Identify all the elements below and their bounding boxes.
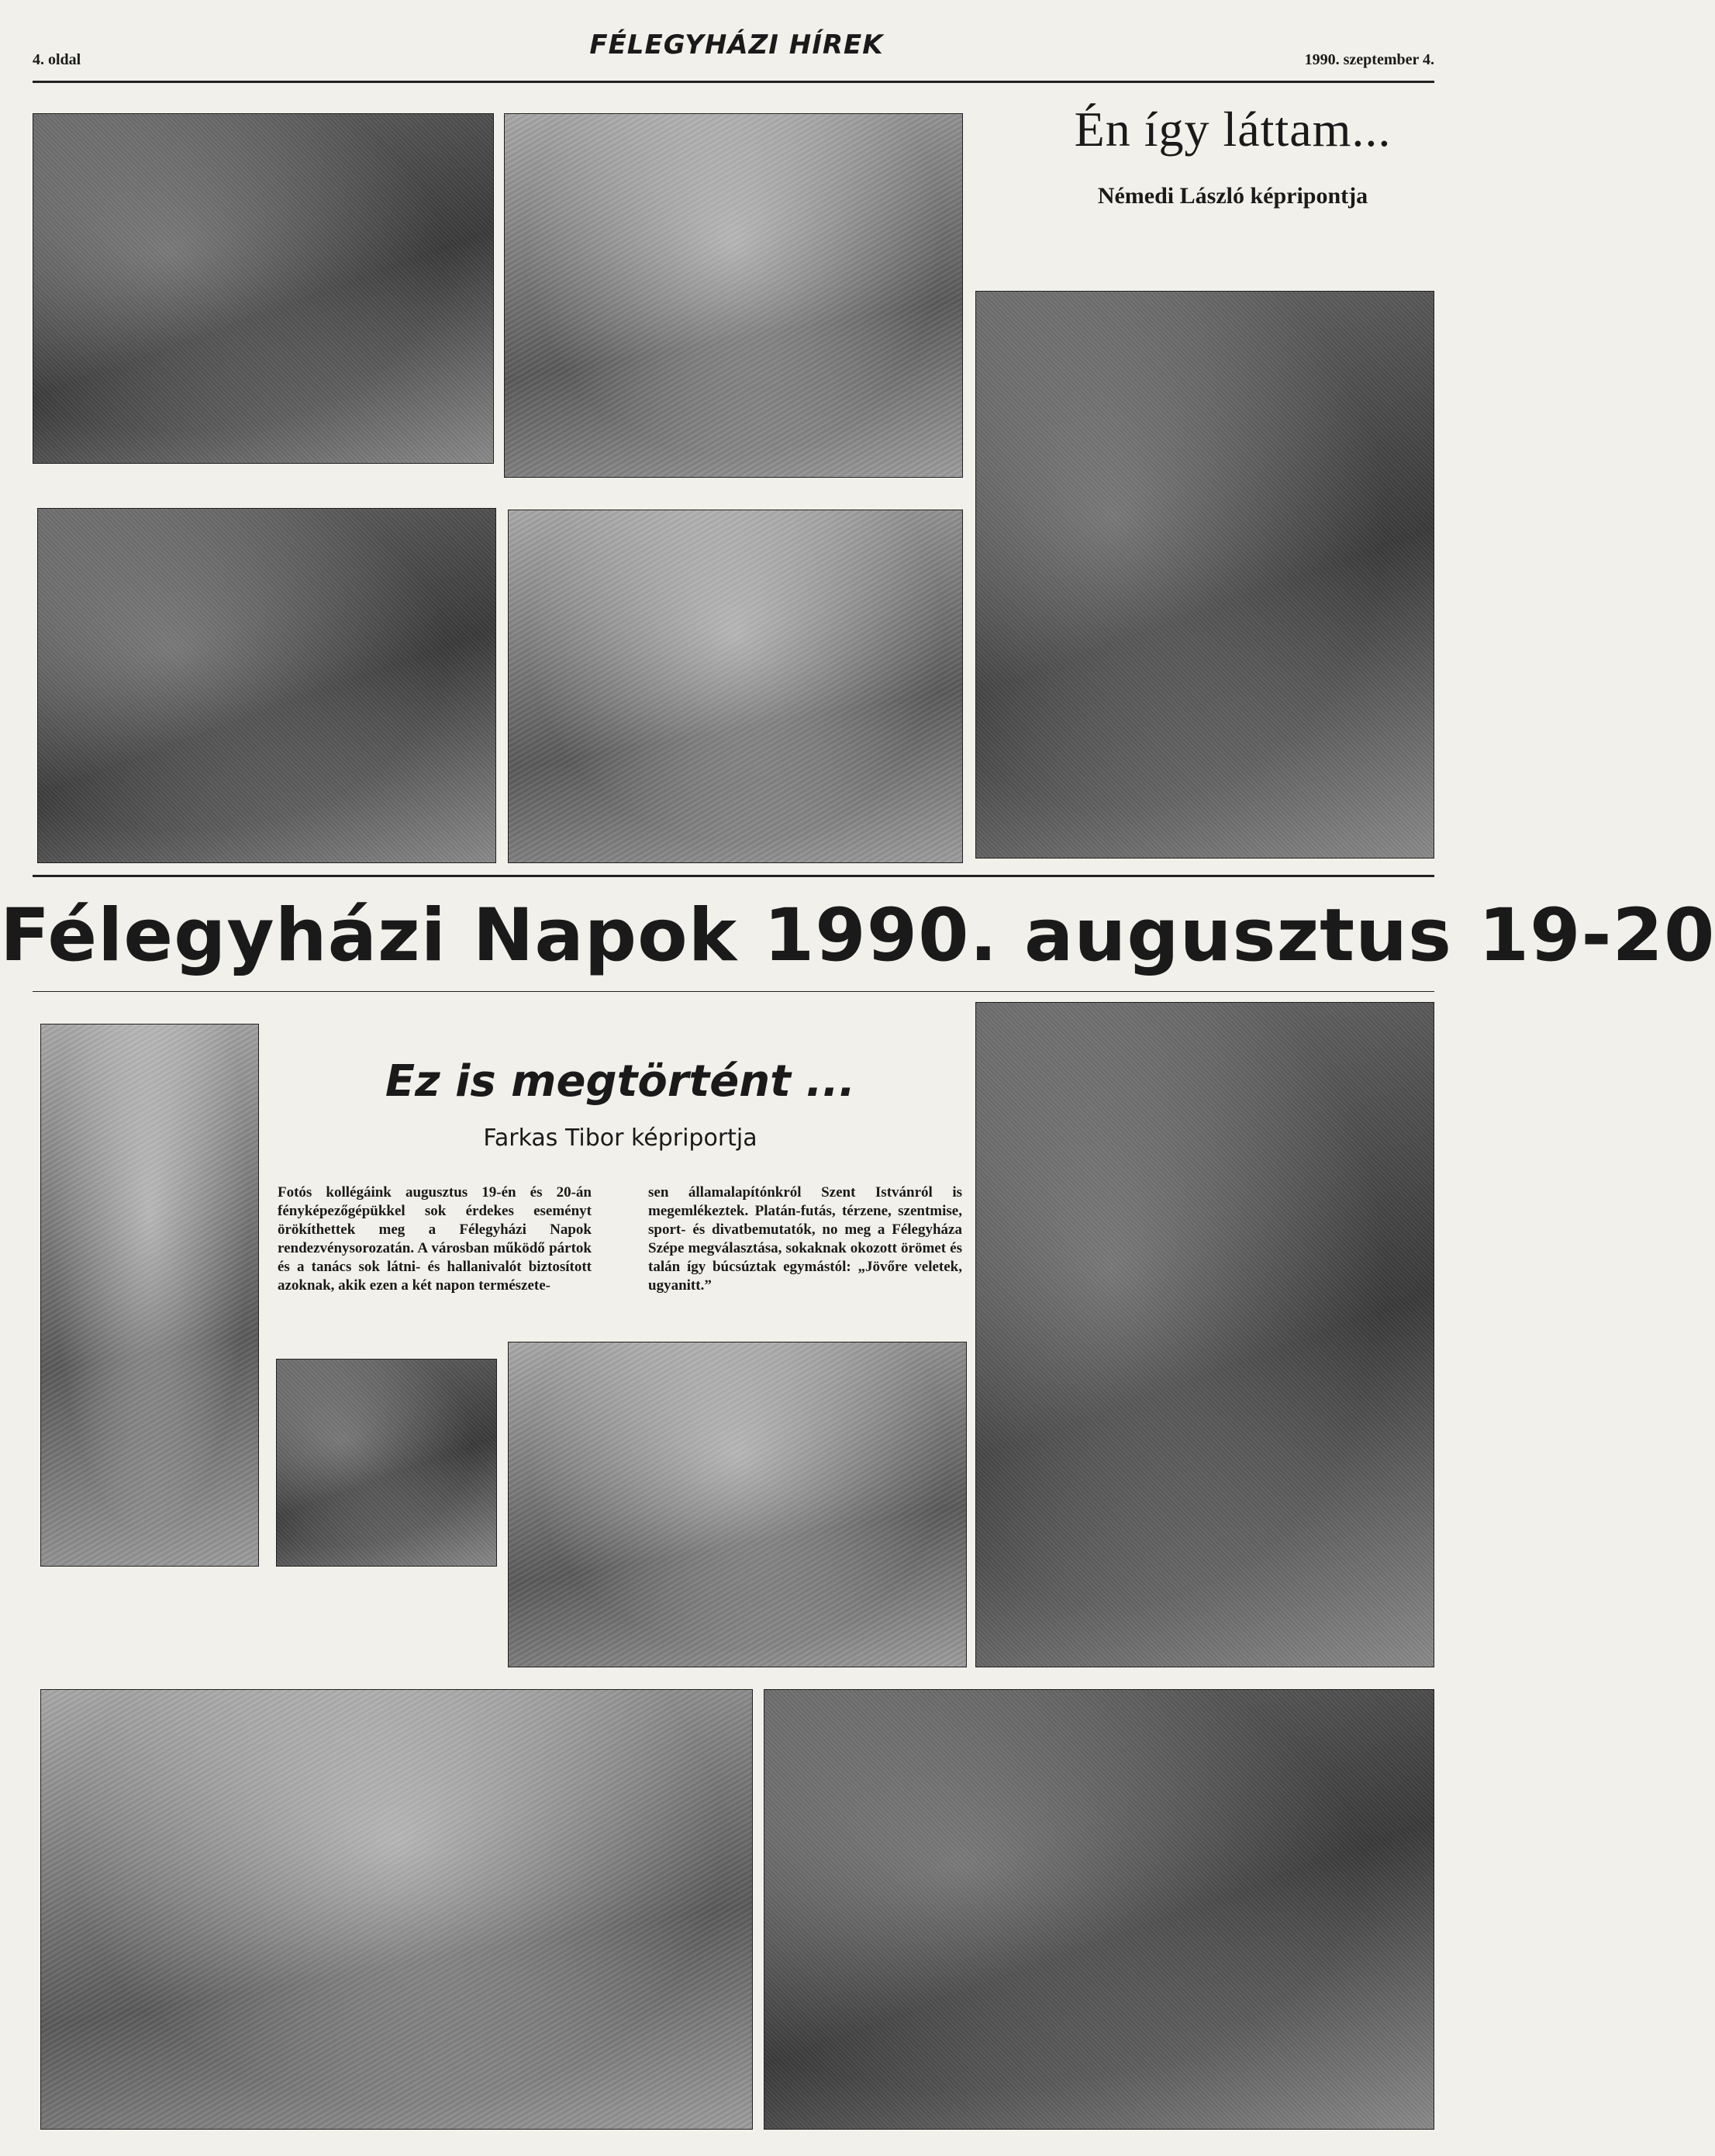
photo-football-team: [764, 1689, 1434, 2130]
photo-runners-handshake: [975, 291, 1434, 859]
header-rule: [33, 81, 1434, 83]
photo-beauty-contest-lineup: [40, 1689, 753, 2130]
photo-bikini-model: [40, 1024, 259, 1567]
photo-girl-priest: [975, 1002, 1434, 1667]
section-subtitle: Némedi László képripontja: [1097, 183, 1368, 209]
lower-section-subtitle: Farkas Tibor képriportja: [483, 1125, 757, 1152]
lower-section-title: Ez is megtörtént ...: [385, 1056, 856, 1107]
main-headline: Félegyházi Napok 1990. augusztus 19-20: [0, 893, 1715, 978]
photo-boxing-crowd: [37, 508, 496, 863]
article-column-left: Fotós kollégáink augusztus 19-én és 20-án fényképezőgépükkel sok érdekes eseményt örökíthettek meg a Félegyházi Napok rendezvénysorozatán. A városban működő pártok és a tanács sok látni- és hallanivalót biztosított azoknak, akik ezen a két napon természete-: [278, 1184, 592, 1294]
photo-boxing-ring: [33, 113, 494, 464]
headline-rule-bottom: [33, 991, 1434, 992]
photo-fashion-stage: [504, 113, 963, 478]
article-column-right: sen államalapítónkról Szent Istvánról is megemlékeztek. Platán-futás, térzene, szentmise, sport- és divatbemutatók, no meg a Félegyháza Szépe megválasztása, sokaknak okozott örömet és talán így búcsúztak egymástól: „Jövőre veletek, ugyanitt.”: [648, 1184, 962, 1294]
issue-date: 1990. szeptember 4.: [1304, 51, 1434, 68]
headline-rule-top: [33, 875, 1434, 877]
masthead: FÉLEGYHÁZI HÍREK: [589, 29, 884, 60]
photo-bicycle-stunt: [508, 510, 963, 863]
photo-zither-player-choir: [508, 1342, 967, 1667]
photo-singer-microphone: [276, 1359, 497, 1567]
page-number: 4. oldal: [33, 51, 81, 68]
section-title: Én így láttam...: [1074, 102, 1392, 157]
